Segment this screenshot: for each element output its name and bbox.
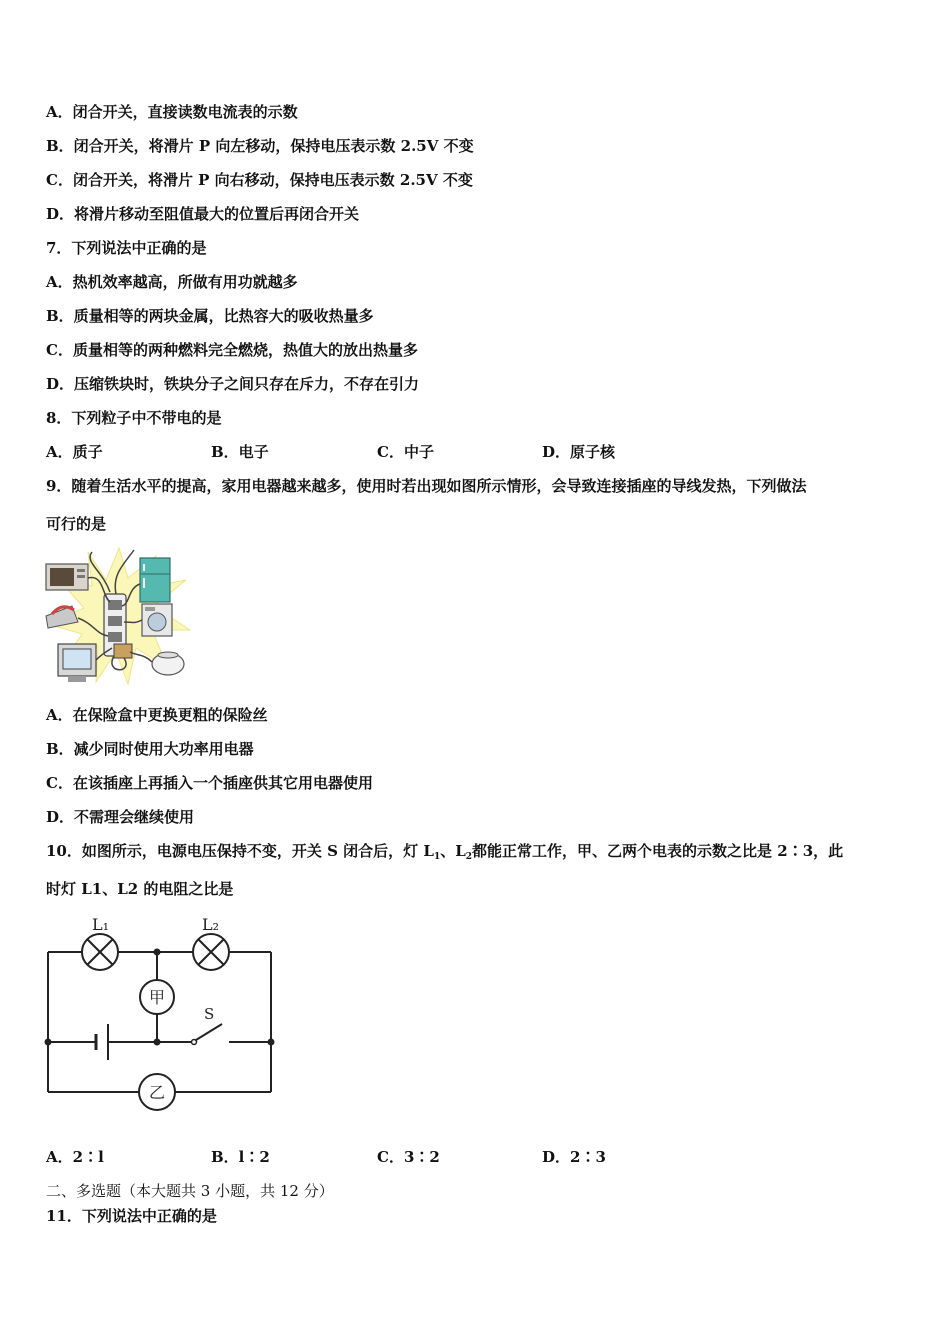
q9-stem-line1: 9．随着生活水平的提高，家用电器越来越多，使用时若出现如图所示情形，会导致连接插座的导线发热，下列做法 — [46, 477, 807, 495]
q10-option-a: A．2∶l — [46, 1148, 104, 1166]
q10-option-d: D．2∶3 — [542, 1148, 606, 1166]
q10-stem-line1: 10．如图所示，电源电压保持不变，开关 S 闭合后，灯 $L_1$、$L_2$都能正常工作，甲、乙两个电表的示数之比是 2∶3，此 — [46, 842, 844, 862]
meter-yi-label: 乙 — [148, 1083, 166, 1102]
overloaded-socket-illustration — [44, 544, 194, 688]
meter-jia-label: 甲 — [148, 988, 166, 1007]
microwave-icon — [46, 564, 88, 590]
q10-option-c: C．3∶2 — [377, 1148, 440, 1166]
q10-stem-line2: 时灯 L1、L2 的电阻之比是 — [46, 880, 234, 898]
q8-option-c: C．中子 — [377, 443, 434, 461]
q6-option-c: C．闭合开关，将滑片 P 向右移动，保持电压表示数 2.5V 不变 — [46, 171, 473, 189]
q9-option-c: C．在该插座上再插入一个插座供其它用电器使用 — [46, 774, 373, 792]
q8-option-a: A．质子 — [46, 443, 103, 461]
rice-cooker-icon — [152, 652, 184, 675]
q7-option-a: A．热机效率越高，所做有用功就越多 — [46, 273, 298, 291]
switch-icon — [192, 1024, 223, 1045]
q8-option-b: B．电子 — [211, 443, 269, 461]
q6-option-d: D．将滑片移动至阻值最大的位置后再闭合开关 — [46, 205, 360, 223]
q10-option-b: B．l∶2 — [211, 1148, 270, 1166]
washing-machine-icon — [142, 604, 172, 636]
refrigerator-icon — [140, 558, 170, 602]
lamp-l1-label: L₁ — [92, 915, 110, 934]
q7-option-d: D．压缩铁块时，铁块分子之间只存在斥力，不存在引力 — [46, 375, 420, 393]
q6-option-b: B．闭合开关，将滑片 P 向左移动，保持电压表示数 2.5V 不变 — [46, 137, 474, 155]
q9-option-a: A．在保险盒中更换更粗的保险丝 — [46, 706, 268, 724]
q7-option-b: B．质量相等的两块金属，比热容大的吸收热量多 — [46, 307, 374, 325]
lamp-l2-label: L₂ — [202, 915, 220, 934]
q7-option-c: C．质量相等的两种燃料完全燃烧，热值大的放出热量多 — [46, 341, 418, 359]
television-icon — [58, 644, 96, 682]
q9-option-b: B．减少同时使用大功率用电器 — [46, 740, 254, 758]
lamp-l1-icon — [82, 934, 118, 970]
switch-label: S — [204, 1005, 215, 1023]
battery-icon — [96, 1024, 108, 1060]
q8-option-d: D．原子核 — [542, 443, 616, 461]
q11-stem: 11．下列说法中正确的是 — [46, 1207, 217, 1225]
q9-option-d: D．不需理会继续使用 — [46, 808, 195, 826]
q9-stem-line2: 可行的是 — [46, 515, 107, 533]
section-heading-multiple-choice: 二、多选题（本大题共 3 小题，共 12 分） — [46, 1182, 334, 1200]
q8-stem: 8．下列粒子中不带电的是 — [46, 409, 222, 427]
q7-stem: 7．下列说法中正确的是 — [46, 239, 207, 257]
circuit-diagram — [40, 910, 285, 1116]
lamp-l2-icon — [193, 934, 229, 970]
q6-option-a: A．闭合开关，直接读数电流表的示数 — [46, 103, 298, 121]
